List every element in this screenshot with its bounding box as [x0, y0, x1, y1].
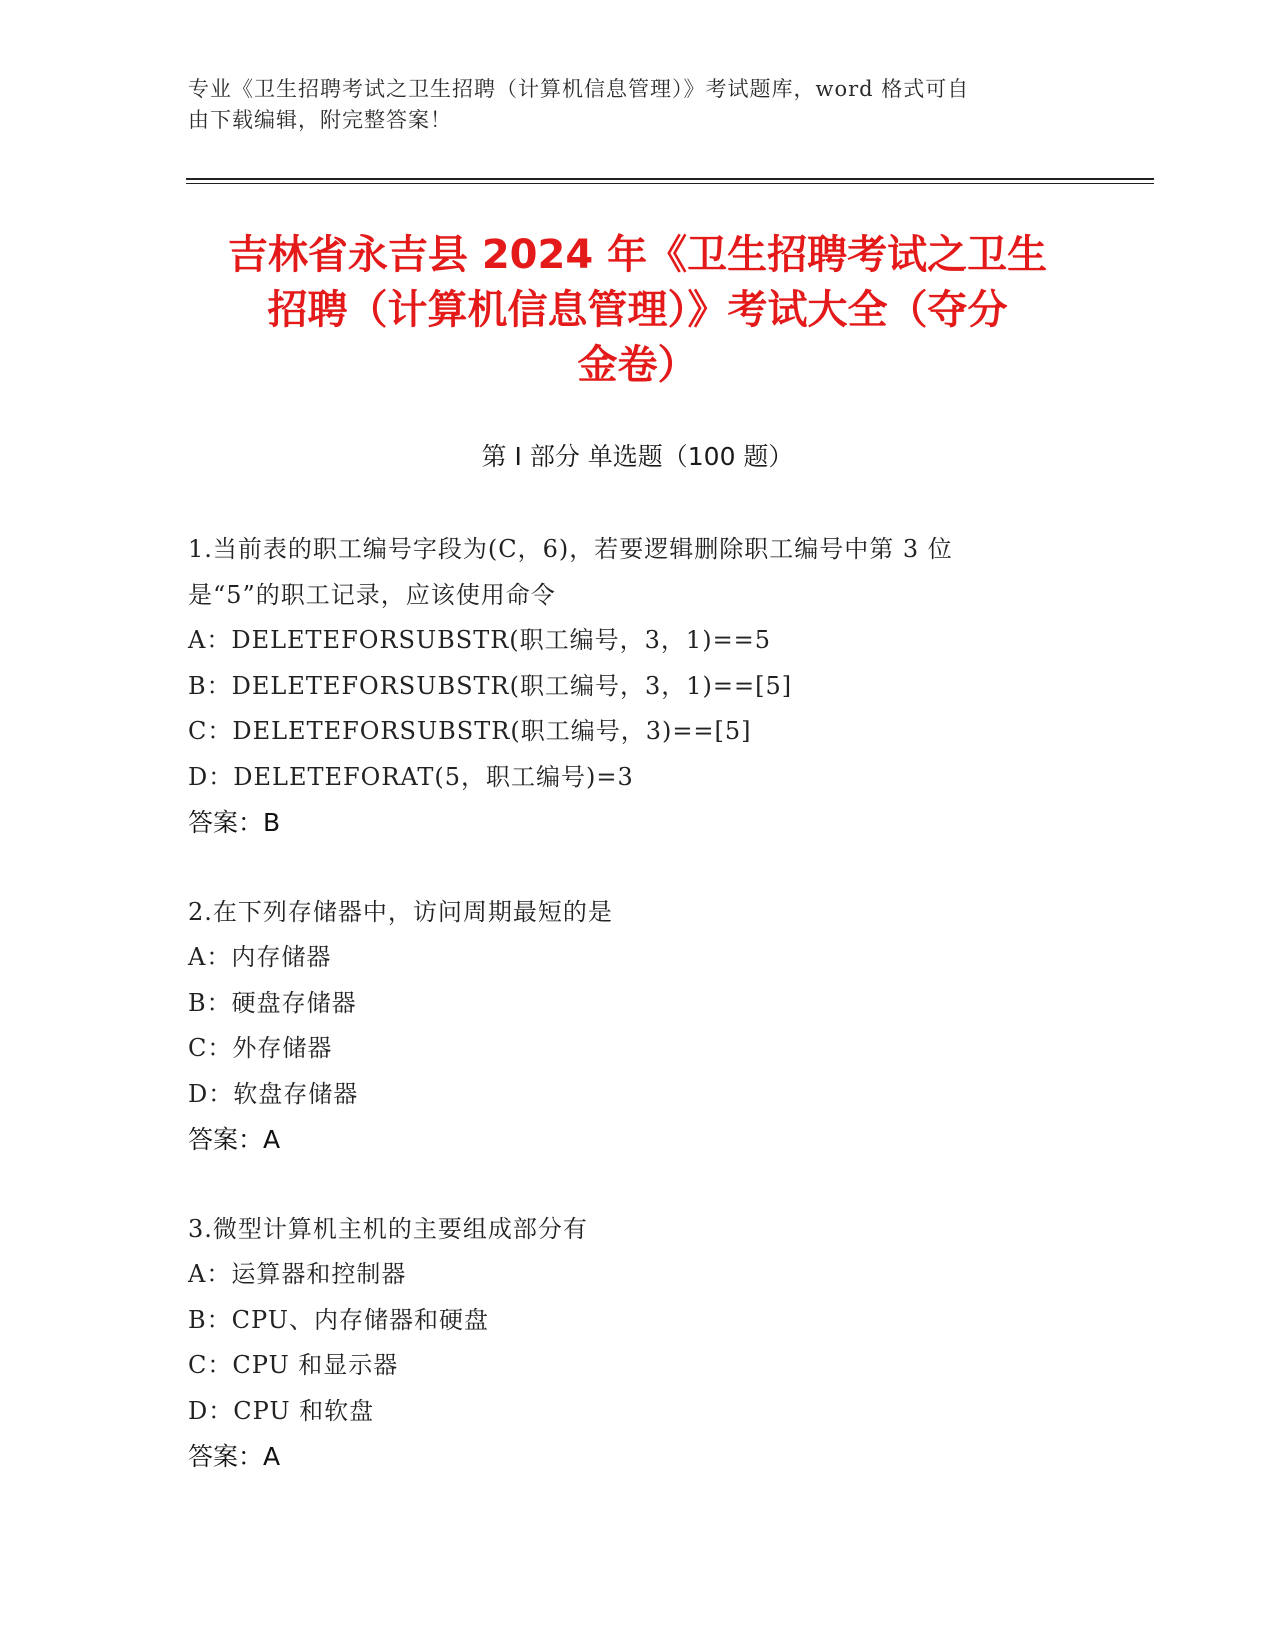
question-stem-line-1: 2.在下列存储器中，访问周期最短的是: [188, 897, 613, 926]
header-note: [188, 74, 1088, 136]
document-title: [180, 228, 1095, 393]
option-b: B：DELETEFORSUBSTR(职工编号，3，1)==[5]: [188, 671, 793, 700]
option-c: C：外存储器: [188, 1034, 333, 1062]
question-stem-line-2: 是“5”的职工记录，应该使用命令: [188, 580, 556, 609]
answer: 答案：A: [188, 1125, 281, 1154]
header-note-line-2: 由下载编辑，附完整答案！: [188, 108, 452, 132]
option-a: A：运算器和控制器: [188, 1260, 407, 1288]
document-title-line-2: 招聘（计算机信息管理）》考试大全（夺分: [267, 287, 1008, 333]
question-stem-line-1: 1.当前表的职工编号字段为(C，6)，若要逻辑删除职工编号中第 3 位: [188, 535, 953, 563]
header-note-line-1: 专业《卫生招聘考试之卫生招聘（计算机信息管理）》考试题库，word 格式可自: [188, 77, 970, 101]
question-2: [188, 890, 1088, 1163]
header-divider-thin: [186, 183, 1154, 184]
option-c: C：CPU 和显示器: [188, 1351, 399, 1379]
option-b: B：CPU、内存储器和硬盘: [188, 1305, 489, 1334]
document-title-line-1: 吉林省永吉县 2024 年《卫生招聘考试之卫生: [227, 232, 1048, 278]
option-a: A：DELETEFORSUBSTR(职工编号，3，1)==5: [188, 626, 772, 654]
question-stem-line-1: 3.微型计算机主机的主要组成部分有: [188, 1214, 588, 1243]
answer: 答案：A: [188, 1442, 281, 1471]
document-title-line-3: 金卷）: [577, 342, 698, 388]
option-d: D：DELETEFORAT(5，职工编号)=3: [188, 762, 634, 791]
question-list: [188, 527, 1088, 1524]
option-d: D：软盘存储器: [188, 1079, 359, 1108]
section-heading: 第 I 部分 单选题（100 题）: [481, 442, 794, 471]
option-d: D：CPU 和软盘: [188, 1396, 375, 1425]
option-b: B：硬盘存储器: [188, 988, 357, 1017]
option-c: C：DELETEFORSUBSTR(职工编号，3)==[5]: [188, 717, 752, 745]
option-a: A：内存储器: [188, 943, 332, 971]
answer: 答案：B: [188, 808, 281, 837]
question-1: [188, 527, 1088, 846]
header-divider-thick: [186, 178, 1154, 180]
question-3: [188, 1207, 1088, 1480]
